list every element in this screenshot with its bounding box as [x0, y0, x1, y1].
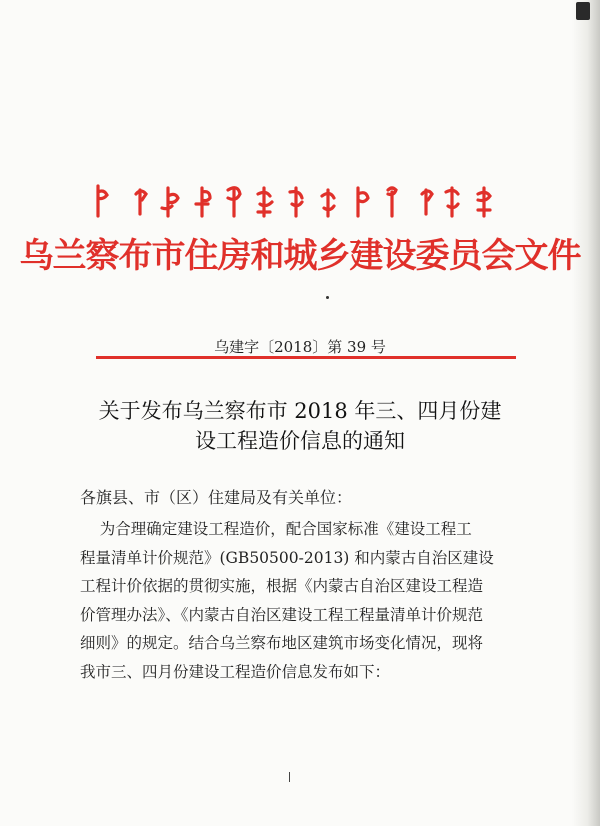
page-mark: [289, 772, 290, 782]
page-edge-shadow: [572, 0, 600, 826]
body-line: 价管理办法》、《内蒙古自治区建设工程工程量清单计价规范: [80, 605, 484, 624]
body-line: 工程计价依据的贯彻实施，根据《内蒙古自治区建设工程造: [80, 577, 484, 595]
body-line: 我市三、四月份建设工程造价信息发布如下：: [80, 662, 391, 681]
addressee-line: 各旗县、市（区）住建局及有关单位：: [80, 488, 353, 507]
issuing-authority-title: 乌兰察布市住房和城乡建设委员会文件: [19, 236, 581, 276]
body-line: 细则》的规定。结合乌兰察布地区建筑市场变化情况，现将: [80, 634, 484, 652]
notice-title-line-1: 关于发布乌兰察布市 2018 年三、四月份建: [98, 399, 502, 423]
body-line: 程量清单计价规范》(GB50500-2013) 和内蒙古自治区建设: [80, 548, 494, 567]
red-divider-line: [96, 356, 516, 359]
notice-title-line-2: 设工程造价信息的通知: [195, 429, 405, 453]
body-line: 为合理确定建设工程造价，配合国家标准《建设工程工: [80, 520, 472, 538]
mongolian-script-header-icon: [92, 180, 502, 222]
document-number: 乌建字〔2018〕第 39 号: [214, 338, 386, 356]
notice-title: [80, 396, 520, 456]
body-paragraph: [80, 515, 520, 686]
scan-corner-mark: [576, 2, 590, 20]
scan-dot: [326, 296, 329, 299]
